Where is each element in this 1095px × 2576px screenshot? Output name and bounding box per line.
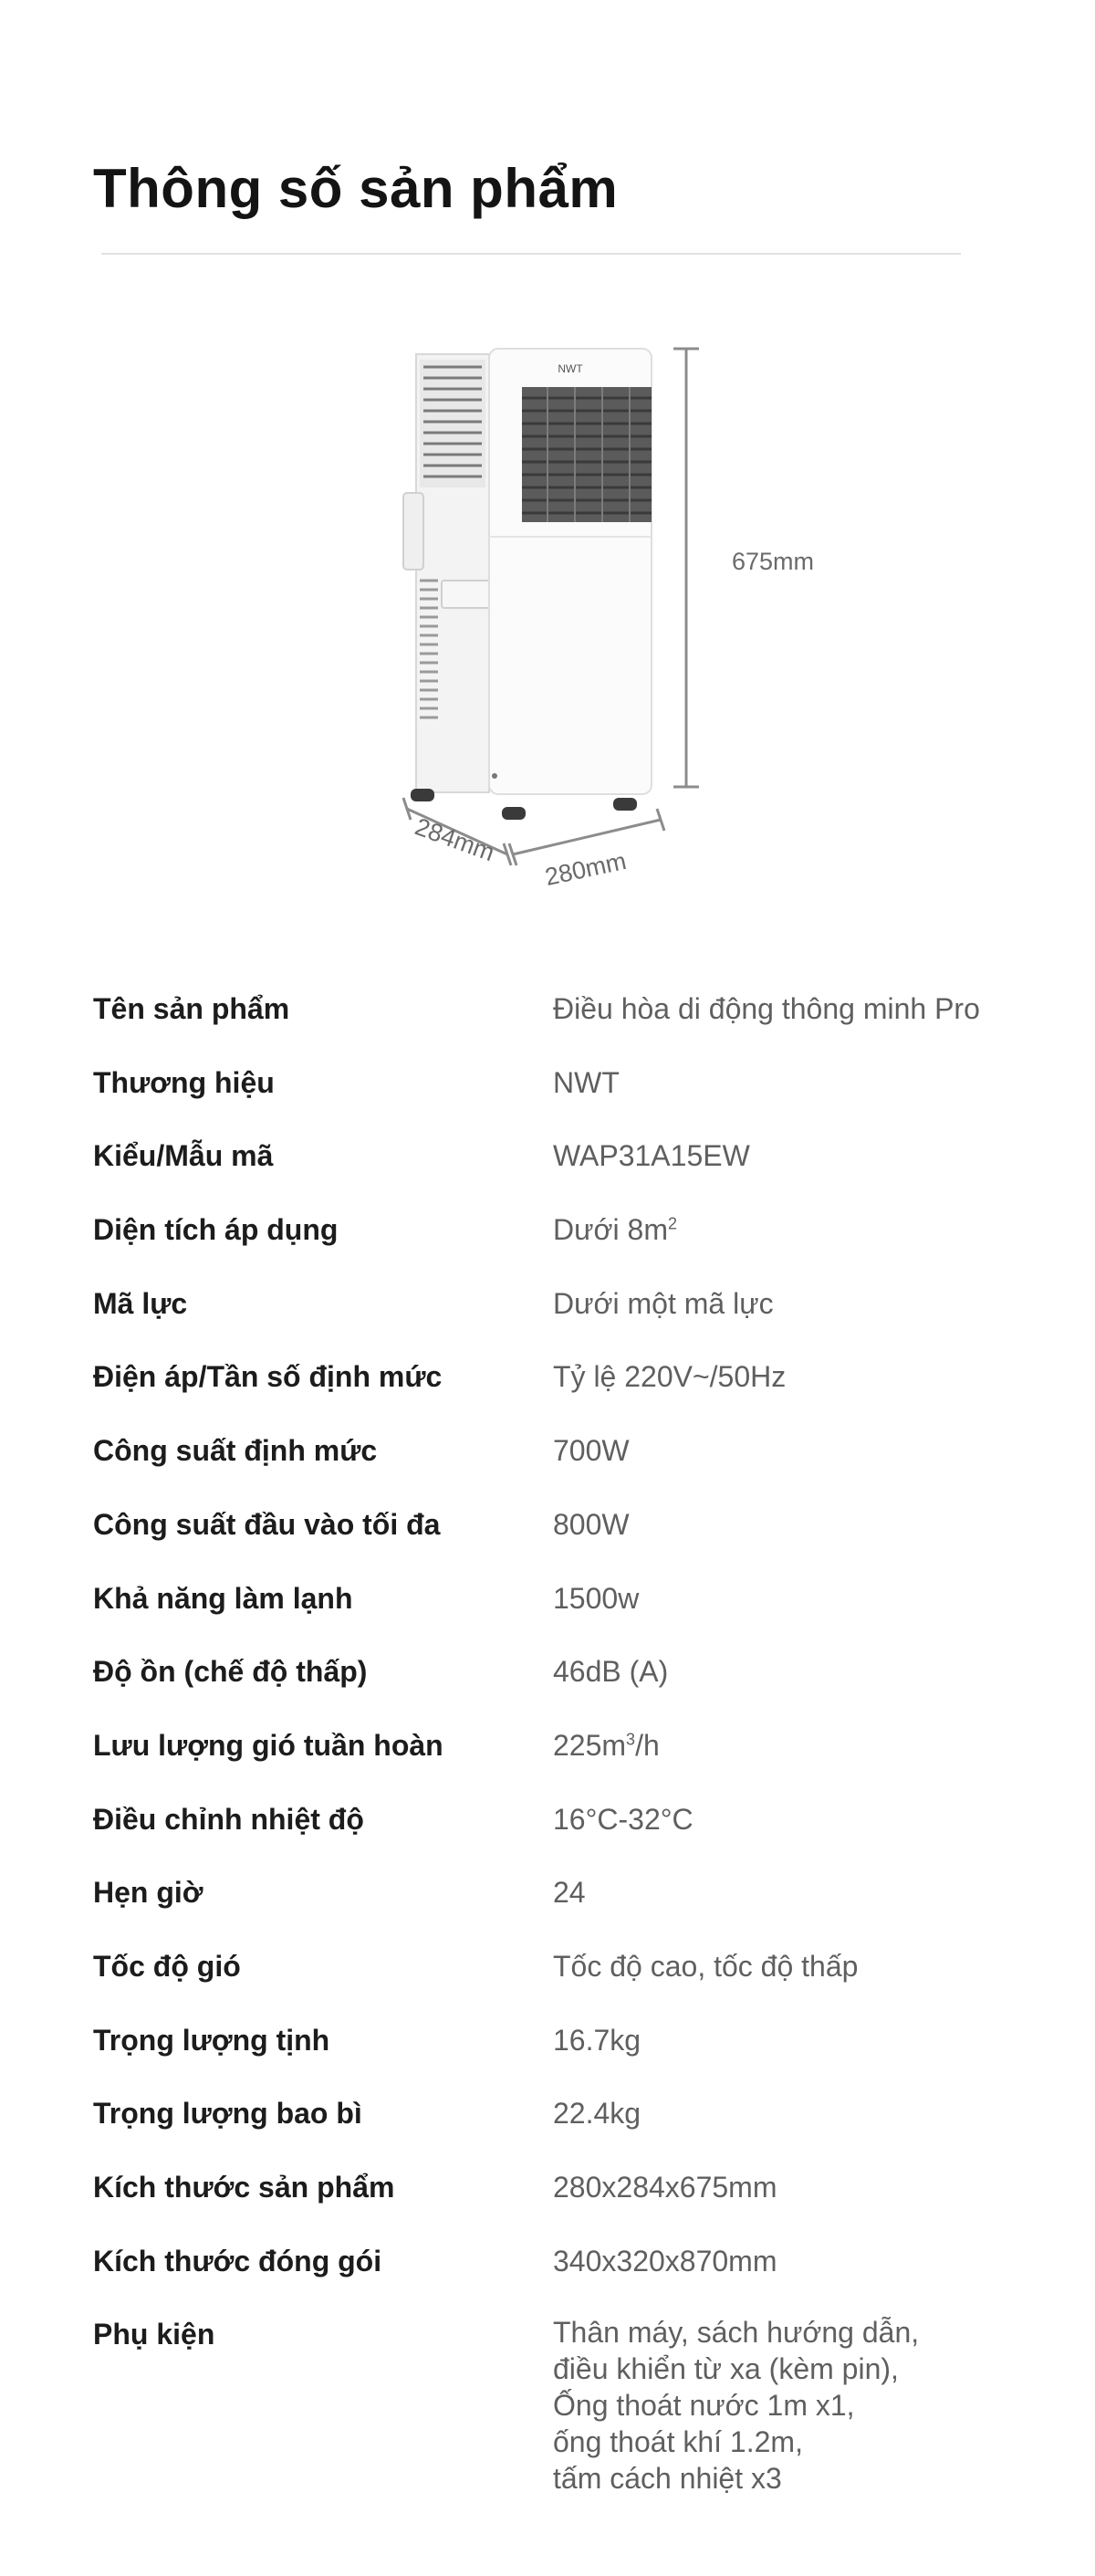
spec-label: Thương hiệu	[93, 1065, 275, 1099]
accessory-line: Ống thoát nước 1m x1,	[553, 2389, 855, 2423]
spec-label: Mã lực	[93, 1286, 188, 1320]
spec-row-fan-speed	[93, 1946, 1060, 2020]
spec-row-max-input-power	[93, 1504, 1060, 1578]
side-vent-top	[420, 360, 485, 487]
spec-value-superscript: 3	[626, 1730, 636, 1749]
spec-value: 1500w	[553, 1581, 640, 1615]
spec-value: 46dB (A)	[553, 1655, 669, 1689]
spec-value: 16.7kg	[553, 2023, 641, 2057]
spec-row-rated-power	[93, 1430, 1060, 1504]
spec-value	[553, 1209, 1060, 1250]
spec-value-text: 225m	[553, 1728, 627, 1762]
spec-row-timer	[93, 1872, 1060, 1946]
accessory-line: Thân máy, sách hướng dẫn,	[553, 2316, 920, 2350]
height-label: 675mm	[732, 548, 815, 575]
spec-value: Điều hòa di động thông minh Pro	[553, 992, 980, 1025]
title-divider	[101, 253, 961, 255]
spec-label: Điện áp/Tần số định mức	[93, 1360, 443, 1394]
spec-label: Phụ kiện	[93, 2318, 215, 2351]
spec-row-product-name	[93, 989, 1060, 1063]
spec-row-package-size	[93, 2241, 1060, 2315]
spec-row-accessories	[93, 2314, 1060, 2497]
air-conditioner-illustration	[383, 338, 858, 904]
front-louver	[522, 387, 652, 522]
spec-value: WAP31A15EW	[553, 1139, 750, 1173]
spec-value: 16°C-32°C	[553, 1802, 694, 1836]
width-label: 280mm	[542, 846, 629, 892]
spec-label: Tốc độ gió	[93, 1949, 241, 1983]
spec-row-temperature	[93, 1799, 1060, 1873]
spec-row-net-weight	[93, 2020, 1060, 2094]
spec-value: 22.4kg	[553, 2097, 641, 2131]
spec-label: Hẹn giờ	[93, 1876, 203, 1910]
spec-value: 24	[553, 1876, 586, 1910]
product-image	[383, 338, 858, 904]
brand-logo: NWT	[558, 362, 583, 375]
spec-row-airflow	[93, 1725, 1060, 1799]
spec-label: Tên sản phẩm	[93, 992, 290, 1025]
spec-label: Kích thước đóng gói	[93, 2244, 382, 2278]
accessory-line: ống thoát khí 1.2m,	[553, 2425, 803, 2459]
spec-value: 700W	[553, 1434, 630, 1468]
spec-row-voltage	[93, 1356, 1060, 1430]
spec-label: Kiểu/Mẫu mã	[93, 1139, 274, 1173]
spec-row-brand	[93, 1063, 1060, 1136]
spec-value: NWT	[553, 1065, 620, 1099]
spec-label: Trọng lượng bao bì	[93, 2097, 362, 2131]
accessory-line: điều khiển từ xa (kèm pin),	[553, 2352, 899, 2386]
spec-value-text: Dưới 8m	[553, 1213, 668, 1247]
spec-row-area	[93, 1209, 1060, 1283]
spec-label: Độ ồn (chế độ thấp)	[93, 1655, 368, 1689]
spec-value-suffix: /h	[635, 1728, 660, 1762]
spec-row-model	[93, 1136, 1060, 1209]
spec-label: Công suất đầu vào tối đa	[93, 1507, 441, 1541]
spec-label: Trọng lượng tịnh	[93, 2023, 330, 2057]
spec-row-package-weight	[93, 2093, 1060, 2167]
spec-row-cooling-capacity	[93, 1578, 1060, 1652]
spec-label: Điều chỉnh nhiệt độ	[93, 1802, 364, 1836]
spec-value: Tốc độ cao, tốc độ thấp	[553, 1949, 859, 1983]
spec-label: Diện tích áp dụng	[93, 1213, 339, 1247]
spec-value	[553, 2314, 1060, 2497]
accessory-line: tấm cách nhiệt x3	[553, 2462, 782, 2496]
spec-value-superscript: 2	[667, 1214, 677, 1233]
spec-row-product-size	[93, 2167, 1060, 2241]
page-title: Thông số sản phẩm	[93, 158, 619, 219]
spec-value: Dưới một mã lực	[553, 1286, 774, 1320]
spec-table	[93, 989, 1060, 2497]
spec-label: Kích thước sản phẩm	[93, 2171, 395, 2204]
spec-row-noise	[93, 1651, 1060, 1725]
spec-value: 280x284x675mm	[553, 2171, 777, 2204]
spec-label: Lưu lượng gió tuần hoàn	[93, 1728, 443, 1762]
spec-label: Công suất định mức	[93, 1434, 378, 1468]
spec-value: 340x320x870mm	[553, 2244, 777, 2278]
spec-label: Khả năng làm lạnh	[93, 1581, 353, 1615]
height-dimension	[673, 349, 699, 787]
spec-value	[553, 1725, 1060, 1765]
spec-row-horsepower	[93, 1283, 1060, 1357]
spec-value: 800W	[553, 1507, 630, 1541]
spec-value: Tỷ lệ 220V~/50Hz	[553, 1360, 787, 1394]
depth-label: 284mm	[411, 812, 498, 867]
